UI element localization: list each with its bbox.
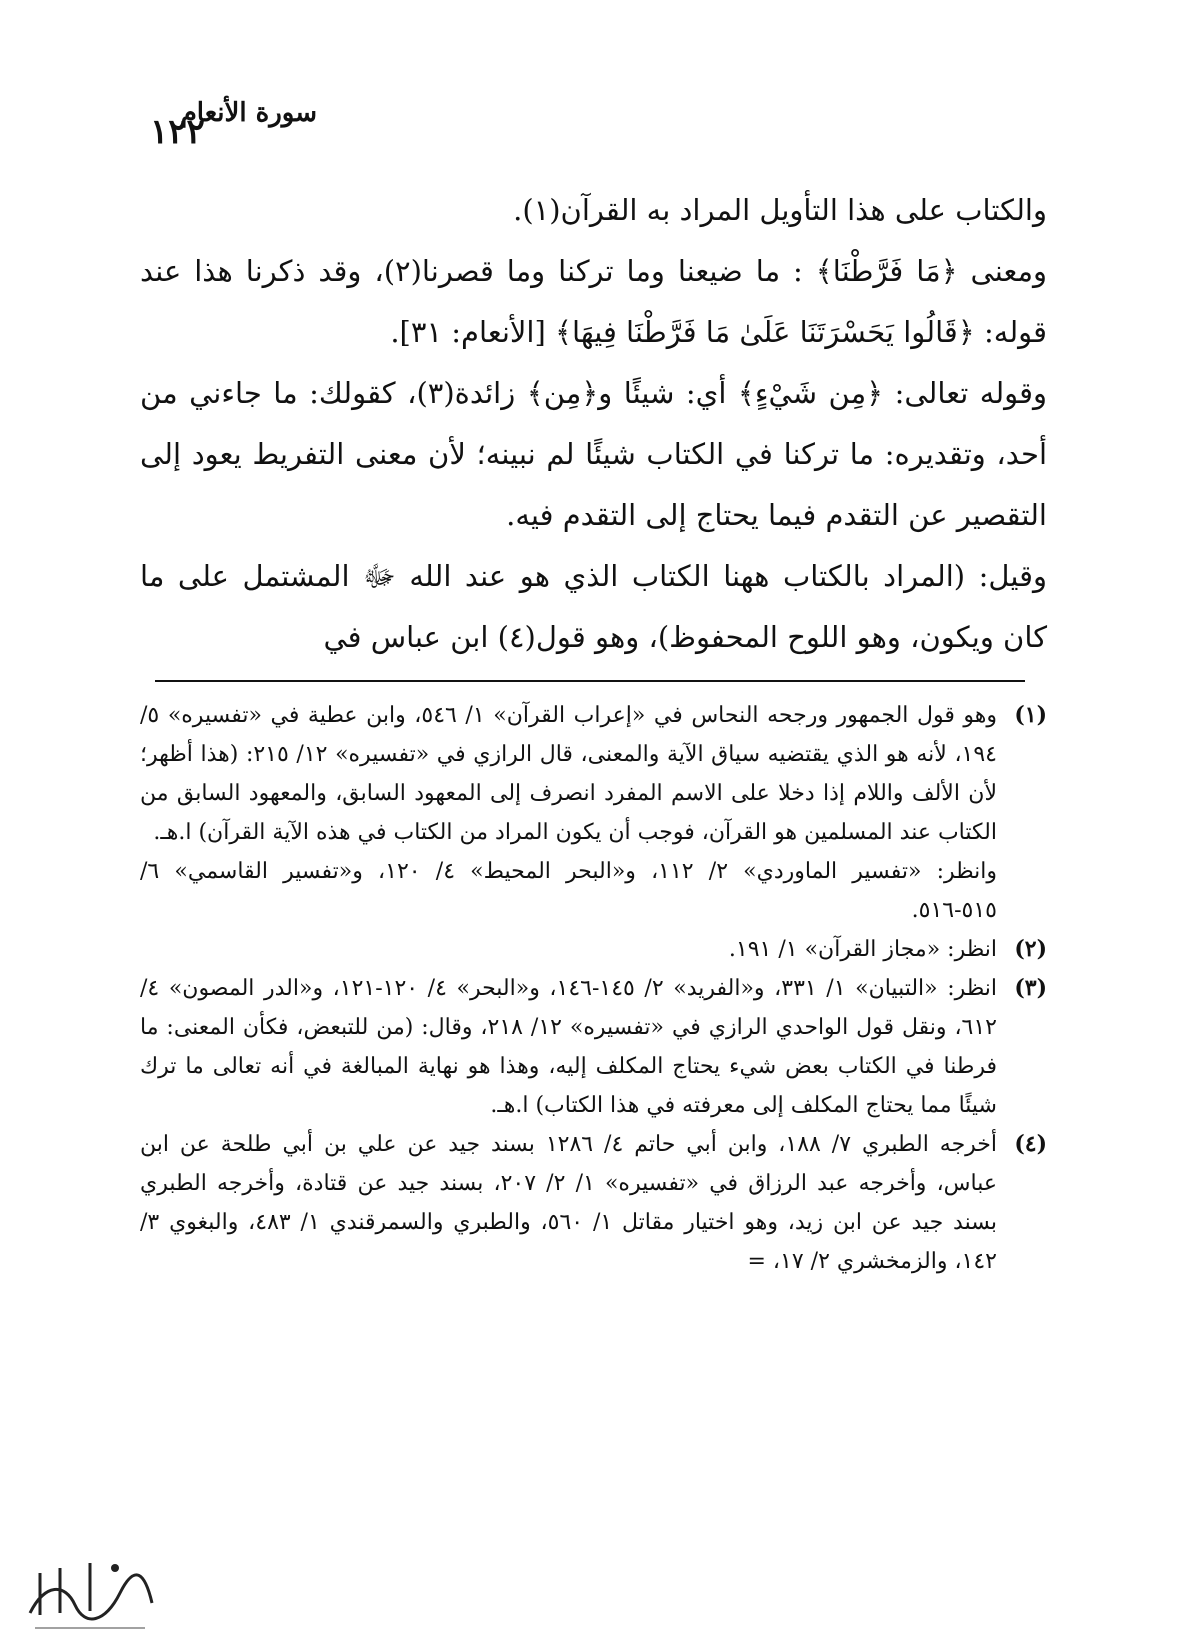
footnote-number: (٣) <box>1014 975 1047 1001</box>
main-paragraph-1: والكتاب على هذا التأويل المراد به القرآن(١). <box>513 193 1047 227</box>
footnote-line: انظر: «مجاز القرآن» ١/ ١٩١. <box>728 937 997 962</box>
main-text <box>140 180 1047 668</box>
surah-title: سورة الأنعام <box>180 98 317 128</box>
main-paragraph-2: ومعنى ﴿مَا فَرَّطْنَا﴾ : ما ضيعنا وما تركنا وما قصرنا(٢)، وقد ذكرنا هذا عند قوله: ﴿قَالُوا يَحَسْرَتَنَا عَلَىٰ مَا فَرَّطْنَا فِيهَا﴾ [الأنعام: ٣١]. <box>140 254 1047 349</box>
footnote-2 <box>140 930 1047 969</box>
footnote-divider <box>155 680 1025 682</box>
footnote-line: أخرجه الطبري ٧/ ١٨٨، وابن أبي حاتم ٤/ ١٢٨٦ بسند جيد عن علي بن أبي طلحة عن ابن عباس، وأخرجه عبد الرزاق في «تفسيره» ١/ ٢/ ٢٠٧، بسند جيد عن قتادة، وأخرجه الطبري بسند جيد عن ابن زيد، وهو اختيار مقاتل ١/ ٥٦٠، والطبري والسمرقندي ١/ ٤٨٣، والبغوي ٣/ ١٤٢، والزمخشري ٢/ ١٧، = <box>140 1132 998 1274</box>
footnote-4 <box>140 1125 1047 1281</box>
footnote-line: انظر: «التبيان» ١/ ٣٣١، و«الفريد» ٢/ ١٤٥-١٤٦، و«البحر» ٤/ ١٢٠-١٢١، و«الدر المصون» ٤/ ٦١٢، ونقل قول الواحدي الرازي في «تفسيره» ١٢/ ٢١٨، وقال: (من للتبعض، فكأن المعنى: ما فرطنا في الكتاب بعض شيء يحتاج المكلف إليه، وهذا هو نهاية المبالغة في أنه تعالى ما ترك شيئًا مما يحتاج المكلف إلى معرفته في هذا الكتاب) ا.هـ. <box>140 976 998 1118</box>
footnote-number: (٢) <box>1014 936 1047 962</box>
footnote-3 <box>140 969 1047 1125</box>
main-paragraph-4: وقيل: (المراد بالكتاب ههنا الكتاب الذي هو عند الله ﷻ المشتمل على ما كان ويكون، وهو اللوح المحفوظ)، وهو قول(٤) ابن عباس في <box>140 559 1047 654</box>
library-stamp-logo <box>20 1543 160 1638</box>
footnote-line: وانظر: «تفسير الماوردي» ٢/ ١١٢، و«البحر المحيط» ٤/ ١٢٠، و«تفسير القاسمي» ٦/ ٥١٥-٥١٦. <box>140 859 998 923</box>
footnotes <box>140 696 1047 1281</box>
footnote-number: (١) <box>1014 702 1047 728</box>
main-paragraph-3: وقوله تعالى: ﴿مِن شَيْءٍ﴾ أي: شيئًا و﴿مِن﴾ زائدة(٣)، كقولك: ما جاءني من أحد، وتقديره: ما تركنا في الكتاب شيئًا لم نبينه؛ لأن معنى التفريط يعود إلى التقصير عن التقدم فيما يحتاج إلى التقدم فيه. <box>140 376 1048 532</box>
page-number: ١٢٢ <box>150 112 205 152</box>
stamp-icon <box>20 1543 160 1638</box>
footnote-line: وهو قول الجمهور ورجحه النحاس في «إعراب القرآن» ١/ ٥٤٦، وابن عطية في «تفسيره» ٥/ ١٩٤، لأنه هو الذي يقتضيه سياق الآية والمعنى، قال الرازي في «تفسيره» ١٢/ ٢١٥: (هذا أظهر؛ لأن الألف واللام إذا دخلا على الاسم المفرد انصرف إلى المعهود السابق، والمعهود السابق من الكتاب عند المسلمين هو القرآن، فوجب أن يكون المراد من الكتاب في هذه الآية القرآن) ا.هـ. <box>140 703 997 845</box>
footnote-1 <box>140 696 1047 930</box>
footnote-number: (٤) <box>1014 1131 1047 1157</box>
